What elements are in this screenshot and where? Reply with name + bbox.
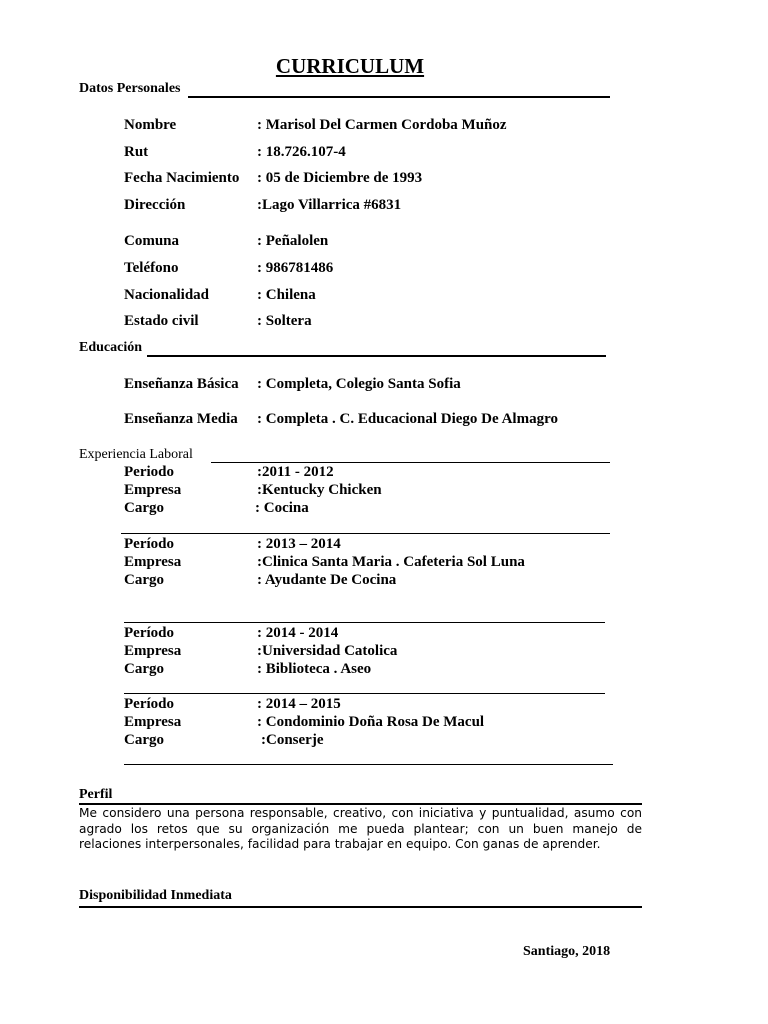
job-company-label: Empresa — [124, 554, 182, 570]
value-fecha-nacimiento: : 05 de Diciembre de 1993 — [257, 170, 423, 186]
label-nombre: Nombre — [124, 117, 177, 133]
section-divider — [211, 462, 610, 463]
value-telefono: : 986781486 — [257, 260, 334, 276]
job-company-value: :Universidad Catolica — [257, 643, 398, 659]
job-role-value: : Biblioteca . Aseo — [257, 661, 372, 677]
label-fecha-nacimiento: Fecha Nacimiento — [124, 170, 240, 186]
label-comuna: Comuna — [124, 233, 180, 249]
value-rut: : 18.726.107-4 — [257, 144, 346, 160]
job-role-label: Cargo — [124, 732, 164, 748]
job-company-value: :Clinica Santa Maria . Cafeteria Sol Luna — [257, 554, 525, 570]
job-role-value: : Cocina — [255, 500, 309, 516]
label-rut: Rut — [124, 144, 149, 160]
value-comuna: : Peñalolen — [257, 233, 329, 249]
value-ensenanza-media: : Completa . C. Educacional Diego De Almagro — [257, 411, 558, 427]
label-ensenanza-basica: Enseñanza Básica — [124, 376, 239, 392]
job-period-label: Período — [124, 696, 174, 712]
job-period-label: Período — [124, 625, 174, 641]
job-divider — [124, 693, 605, 694]
job-role-label: Cargo — [124, 661, 164, 677]
profile-text: Me considero una persona responsable, creativo, con iniciativa y puntualidad, asumo con agrado los retos que su organización me pueda plantear; con un buen manejo de relaciones interpersonales, facilidad para trabajar en equipo. Con ganas de aprender. — [79, 806, 642, 851]
job-role-value: : Ayudante De Cocina — [257, 572, 397, 588]
job-company-label: Empresa — [124, 482, 182, 498]
section-experience-heading: Experiencia Laboral — [79, 447, 193, 462]
section-divider — [147, 355, 606, 357]
label-estado-civil: Estado civil — [124, 313, 199, 329]
job-period-value: : 2013 – 2014 — [257, 536, 341, 552]
value-ensenanza-basica: : Completa, Colegio Santa Sofia — [257, 376, 461, 392]
section-personal-heading: Datos Personales — [79, 81, 181, 96]
section-education-heading: Educación — [79, 340, 143, 355]
document-title: CURRICULUM — [275, 54, 425, 78]
job-divider — [124, 764, 613, 765]
job-company-label: Empresa — [124, 643, 182, 659]
job-role-label: Cargo — [124, 500, 164, 516]
job-period-value: :2011 - 2012 — [257, 464, 334, 480]
job-period-value: : 2014 - 2014 — [257, 625, 339, 641]
job-divider — [121, 533, 610, 534]
job-company-value: :Kentucky Chicken — [257, 482, 382, 498]
value-nombre: : Marisol Del Carmen Cordoba Muñoz — [257, 117, 507, 133]
section-divider — [188, 96, 610, 98]
section-divider — [79, 803, 642, 805]
job-period-label: Periodo — [124, 464, 174, 480]
value-direccion: :Lago Villarrica #6831 — [257, 197, 402, 213]
job-divider — [124, 622, 605, 623]
job-period-label: Período — [124, 536, 174, 552]
section-profile-heading: Perfil — [79, 787, 113, 802]
job-role-value: :Conserje — [261, 732, 324, 748]
label-ensenanza-media: Enseñanza Media — [124, 411, 238, 427]
job-company-label: Empresa — [124, 714, 182, 730]
value-estado-civil: : Soltera — [257, 313, 312, 329]
job-role-label: Cargo — [124, 572, 164, 588]
label-direccion: Dirección — [124, 197, 186, 213]
signature-place-date: Santiago, 2018 — [523, 944, 611, 959]
value-nacionalidad: : Chilena — [257, 287, 316, 303]
job-period-value: : 2014 – 2015 — [257, 696, 341, 712]
label-nacionalidad: Nacionalidad — [124, 287, 210, 303]
label-telefono: Teléfono — [124, 260, 179, 276]
section-divider — [79, 906, 642, 908]
section-availability-heading: Disponibilidad Inmediata — [79, 888, 232, 903]
job-company-value: : Condominio Doña Rosa De Macul — [257, 714, 485, 730]
